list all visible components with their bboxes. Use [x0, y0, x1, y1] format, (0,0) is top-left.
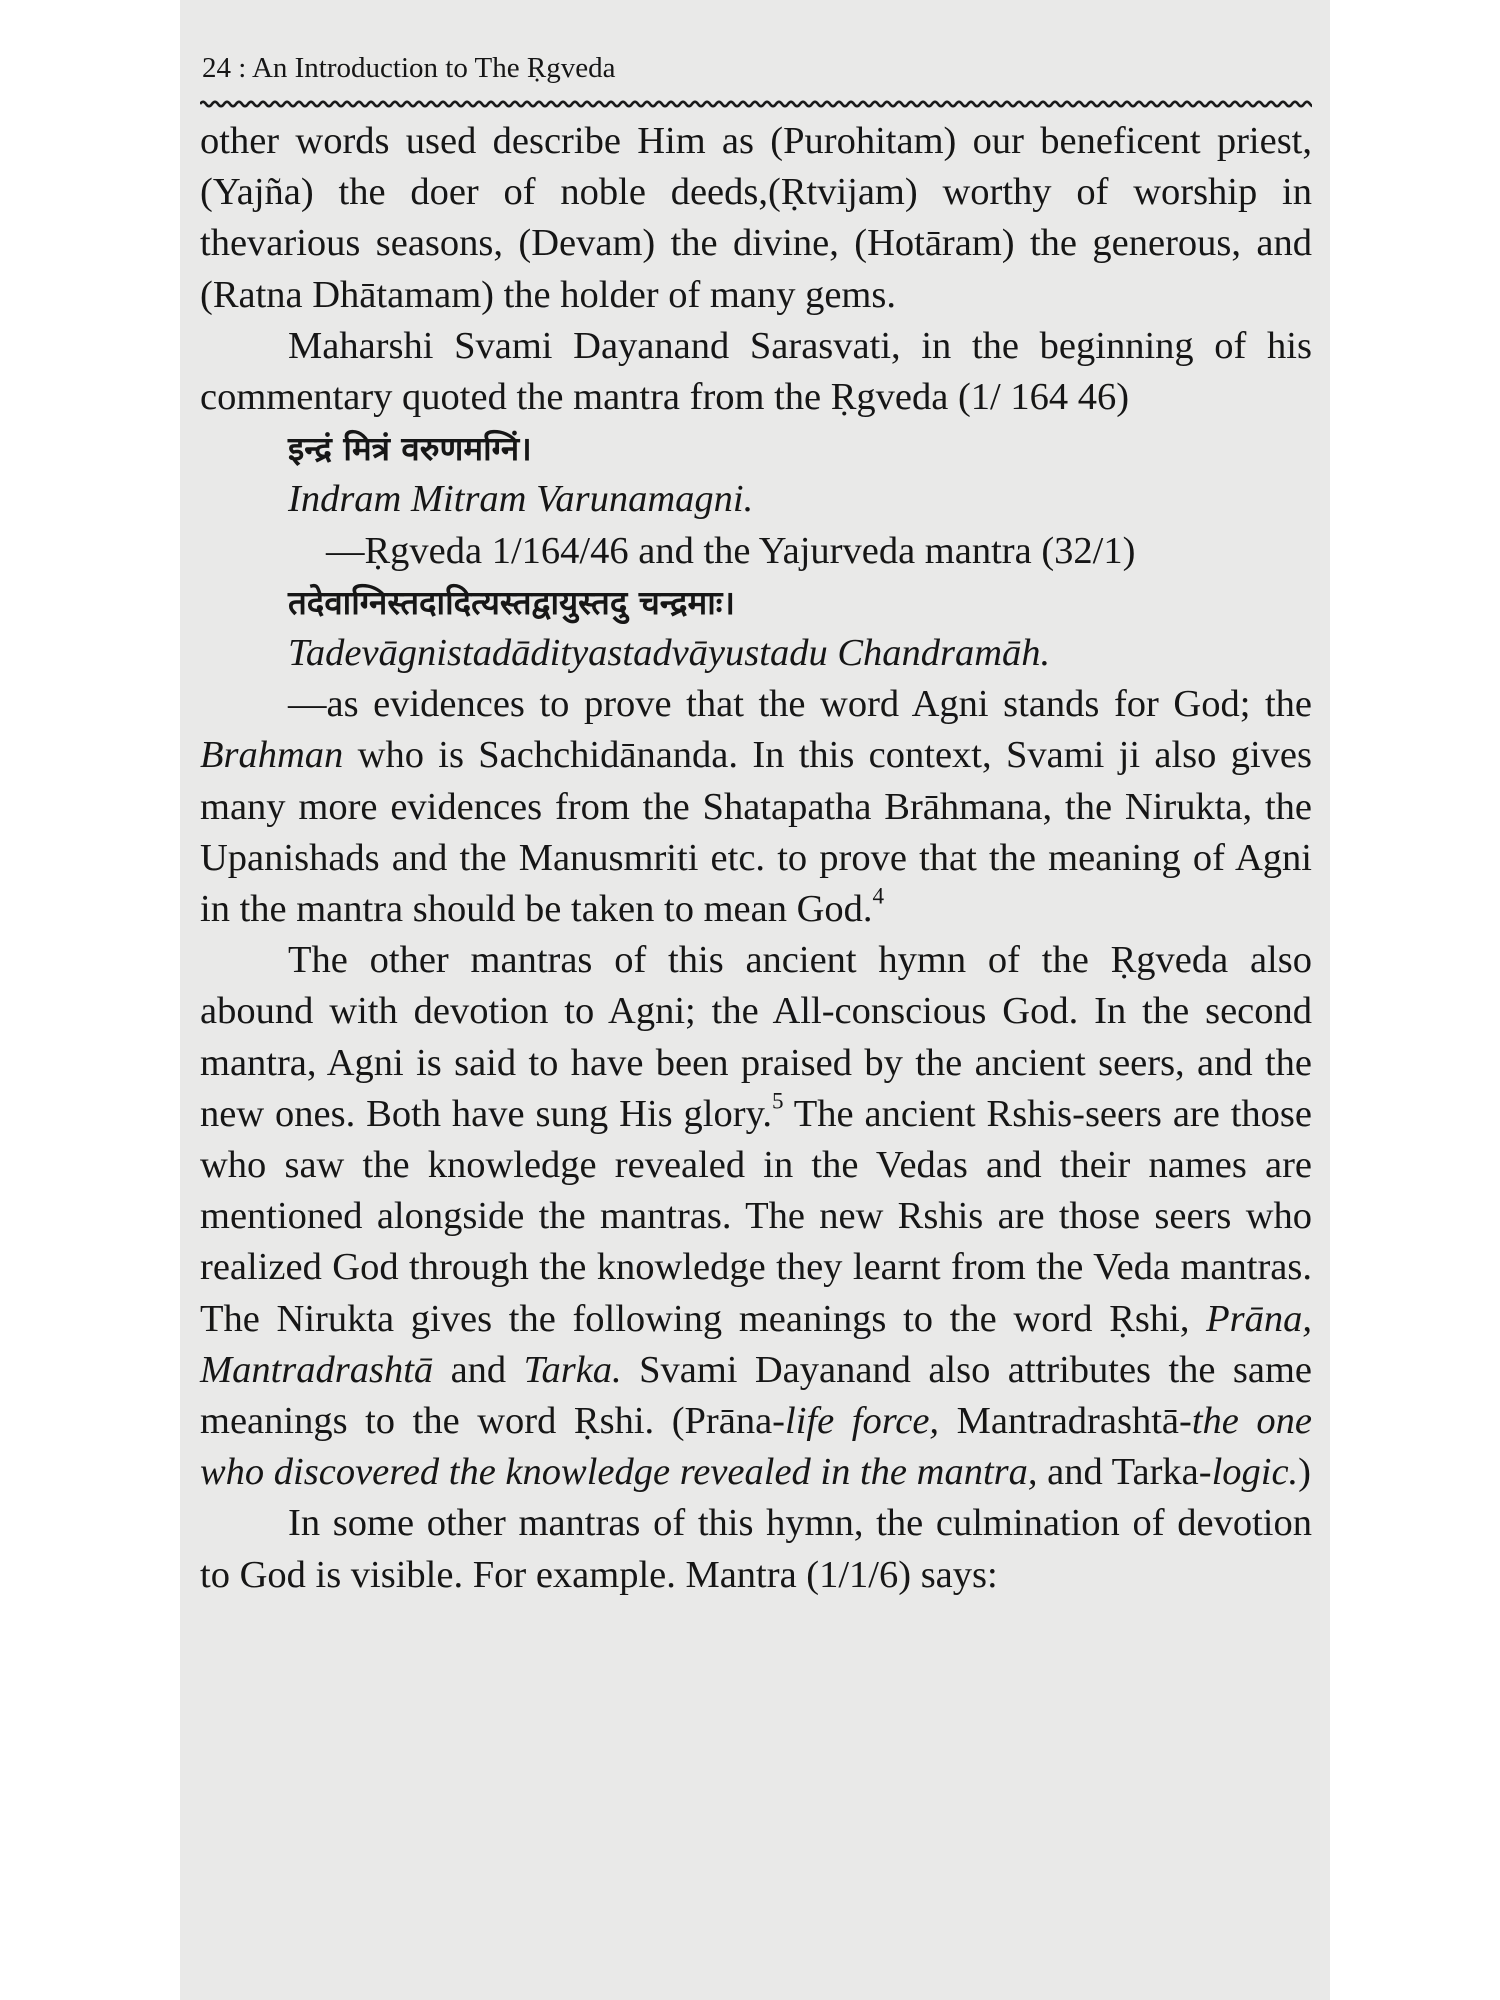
paragraph-4-text-g: ) [1298, 1451, 1311, 1494]
term-life-force: life force, [785, 1400, 940, 1443]
paragraph-4-text-f: and Tarka- [1037, 1451, 1212, 1494]
verse-2-transliteration: Tadevāgnistadādityastadvāyustadu Chandramāh. [288, 632, 1051, 675]
verse-1-transliteration: Indram Mitram Varunamagni. [288, 478, 754, 521]
paragraph-4-text-e: Mantradrashtā- [939, 1400, 1192, 1443]
verse-1-devanagari: इन्द्रं मित्रं वरुणमग्निं। [288, 429, 532, 469]
footnote-marker-5[interactable]: 5 [771, 1087, 784, 1114]
page-content [200, 48, 1312, 1601]
footnote-marker-4[interactable]: 4 [872, 882, 885, 909]
paragraph-4-text-d: Svami Dayanand also attributes the same meanings to the word Ṛshi. (Prāna- [200, 1348, 1312, 1443]
wavy-rule [200, 98, 1312, 110]
page-body [200, 116, 1312, 1601]
terms-prana-mantradrashta: Prāna, Mantradrashtā [200, 1297, 1312, 1391]
paragraph-4 [200, 935, 1312, 1498]
paragraph-4-text-c: and [433, 1348, 524, 1391]
paragraph-3-text-b: who is Sachchidānanda. In this context, Svami ji also gives many more evidences from the Shatapatha Brāhmana, the Nirukta, the Upanishads and the Manusmriti etc. to prove that the meaning of Agni in the mantra should be taken to mean God. [200, 734, 1312, 931]
paragraph-2: Maharshi Svami Dayanand Sarasvati, in the beginning of his commentary quoted the mantra from the Ṛgveda (1/ 164 46) [200, 324, 1312, 419]
paragraph-3-text-a: —as evidences to prove that the word Agni stands for God; the [288, 683, 1312, 726]
verse-reference: —Ṛgveda 1/164/46 and the Yajurveda mantra (32/1) [326, 529, 1136, 572]
paragraph-4-text-a: The other mantras of this ancient hymn of the Ṛgveda also abound with devotion to Agni; the All-conscious God. In the second mantra, Agni is said to have been praised by the ancient seers, and the new ones. Both have sung His glory. [200, 939, 1312, 1135]
term-tarka: Tarka. [523, 1348, 622, 1391]
running-head: 24 : An Introduction to The Ṛgveda [202, 52, 616, 84]
term-logic: logic. [1211, 1451, 1299, 1494]
paragraph-3 [200, 679, 1312, 935]
paragraph-1: other words used describe Him as (Purohitam) our beneficent priest, (Yajña) the doer of noble deeds,(Ṛtvijam) worthy of worship in thevarious seasons, (Devam) the divine, (Hotāram) the generous, and (Ratna Dhātamam) the holder of many gems. [200, 120, 1312, 316]
verse-2-devanagari: तदेवाग्निस्तदादित्यस्तद्वायुस्तदु चन्द्रमाः। [288, 582, 735, 622]
paragraph-4-text-b: The ancient Rshis-seers are those who saw the knowledge revealed in the Vedas and their names are mentioned alongside the mantras. The new Rshis are those seers who realized God through the knowledge they learnt from the Veda mantras. The Nirukta gives the following meanings to the word Ṛshi, [200, 1092, 1312, 1340]
paragraph-5: In some other mantras of this hymn, the culmination of devotion to God is visible. For example. Mantra (1/1/6) says: [200, 1502, 1312, 1596]
term-brahman: Brahman [200, 734, 344, 777]
term-the-one-who: the one who discovered the knowledge revealed in the mantra, [200, 1400, 1312, 1494]
